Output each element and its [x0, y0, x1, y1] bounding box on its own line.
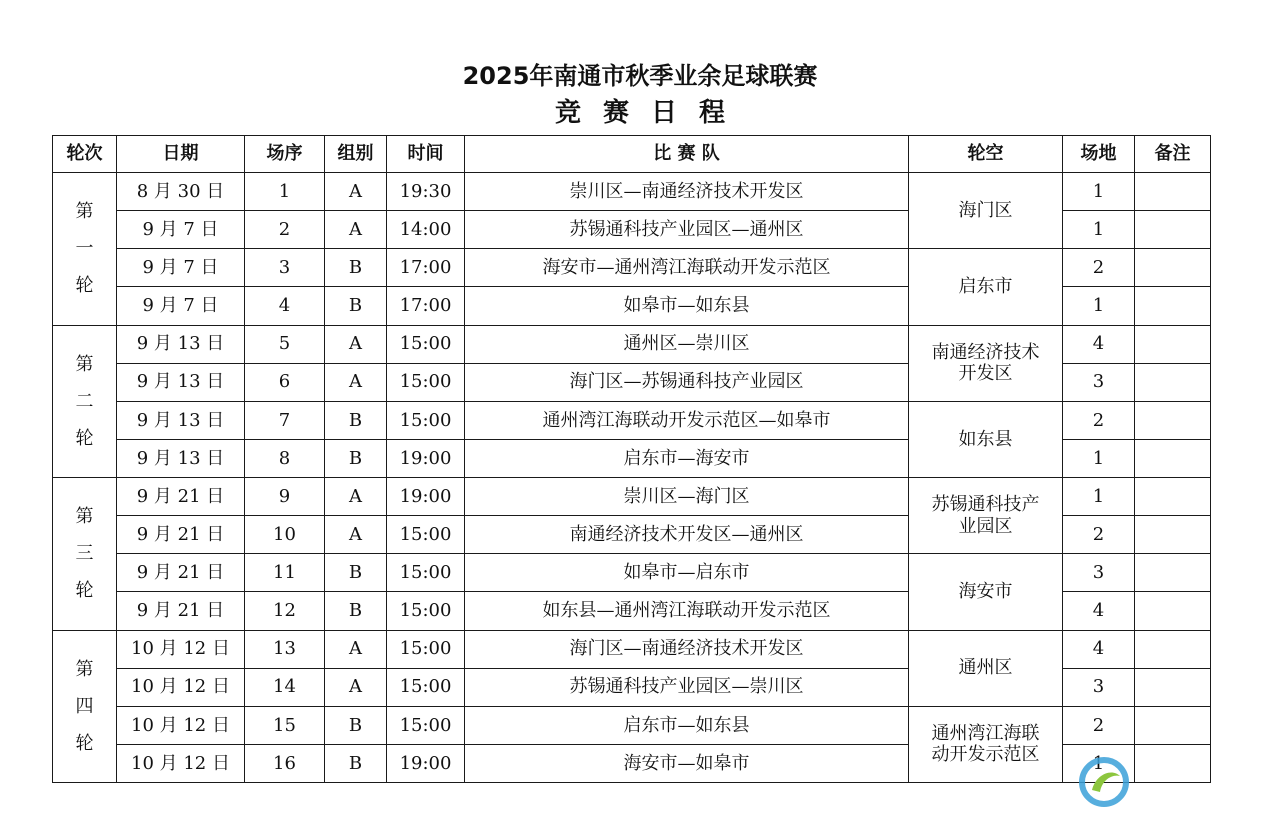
round-label: [53, 173, 117, 326]
header-venue: 场地: [1063, 136, 1135, 173]
header-teams: 比 赛 队: [465, 136, 909, 173]
match-group: B: [325, 592, 387, 630]
match-time: 17:00: [387, 249, 465, 287]
table-row: [53, 325, 1211, 363]
match-date: 10 月 12 日: [117, 706, 245, 744]
match-teams: 海安市—通州湾江海联动开发示范区: [465, 249, 909, 287]
match-note: [1135, 478, 1211, 516]
match-group: A: [325, 211, 387, 249]
match-number: 6: [245, 363, 325, 401]
match-venue: 3: [1063, 363, 1135, 401]
match-venue: 1: [1063, 287, 1135, 325]
match-time: 15:00: [387, 325, 465, 363]
match-group: A: [325, 325, 387, 363]
bye-team: 启东市: [909, 249, 1063, 325]
watermark-logo-icon: [1078, 756, 1130, 808]
match-date: 9 月 7 日: [117, 287, 245, 325]
match-time: 19:00: [387, 439, 465, 477]
match-date: 9 月 13 日: [117, 401, 245, 439]
match-number: 7: [245, 401, 325, 439]
match-teams: 如东县—通州湾江海联动开发示范区: [465, 592, 909, 630]
match-note: [1135, 173, 1211, 211]
match-date: 9 月 7 日: [117, 211, 245, 249]
match-date: 9 月 13 日: [117, 325, 245, 363]
match-time: 15:00: [387, 706, 465, 744]
document-subtitle: 竞赛日程: [554, 98, 747, 128]
match-teams: 通州湾江海联动开发示范区—如皋市: [465, 401, 909, 439]
match-date: 9 月 21 日: [117, 516, 245, 554]
match-group: A: [325, 478, 387, 516]
table-row: [53, 478, 1211, 516]
match-venue: 1: [1063, 439, 1135, 477]
header-group: 组别: [325, 136, 387, 173]
match-number: 12: [245, 592, 325, 630]
match-venue: 3: [1063, 668, 1135, 706]
match-date: 9 月 21 日: [117, 554, 245, 592]
schedule-body: [53, 173, 1211, 783]
match-time: 15:00: [387, 516, 465, 554]
match-group: A: [325, 668, 387, 706]
match-group: B: [325, 287, 387, 325]
match-number: 16: [245, 744, 325, 782]
match-time: 19:00: [387, 744, 465, 782]
match-time: 19:00: [387, 478, 465, 516]
match-note: [1135, 325, 1211, 363]
watermark-swirl: [1092, 772, 1120, 792]
match-venue: 2: [1063, 516, 1135, 554]
match-note: [1135, 439, 1211, 477]
match-venue: 3: [1063, 554, 1135, 592]
match-teams: 启东市—海安市: [465, 439, 909, 477]
match-group: B: [325, 439, 387, 477]
round-label: [53, 478, 117, 631]
match-date: 9 月 21 日: [117, 478, 245, 516]
match-number: 3: [245, 249, 325, 287]
match-teams: 海门区—南通经济技术开发区: [465, 630, 909, 668]
match-number: 10: [245, 516, 325, 554]
match-time: 17:00: [387, 287, 465, 325]
match-time: 15:00: [387, 630, 465, 668]
match-number: 1: [245, 173, 325, 211]
match-teams: 海安市—如皋市: [465, 744, 909, 782]
header-note: 备注: [1135, 136, 1211, 173]
match-venue: 1: [1063, 744, 1135, 782]
schedule-table: [52, 135, 1211, 783]
round-label: [53, 630, 117, 783]
match-date: 9 月 7 日: [117, 249, 245, 287]
match-group: A: [325, 630, 387, 668]
bye-team: 如东县: [909, 401, 1063, 477]
round-label-text: 第二轮: [75, 353, 94, 449]
match-teams: 崇川区—海门区: [465, 478, 909, 516]
match-time: 14:00: [387, 211, 465, 249]
table-row: [53, 630, 1211, 668]
table-row: [53, 401, 1211, 439]
match-note: [1135, 668, 1211, 706]
header-date: 日期: [117, 136, 245, 173]
match-teams: 通州区—崇川区: [465, 325, 909, 363]
match-time: 15:00: [387, 668, 465, 706]
match-number: 11: [245, 554, 325, 592]
table-row: [53, 249, 1211, 287]
match-venue: 2: [1063, 401, 1135, 439]
document-title: 2025年南通市秋季业余足球联赛: [462, 62, 818, 90]
match-teams: 启东市—如东县: [465, 706, 909, 744]
table-row: [53, 706, 1211, 744]
match-venue: 4: [1063, 325, 1135, 363]
match-teams: 崇川区—南通经济技术开发区: [465, 173, 909, 211]
match-group: A: [325, 516, 387, 554]
bye-team: 海安市: [909, 554, 1063, 630]
match-note: [1135, 287, 1211, 325]
header-round: 轮次: [53, 136, 117, 173]
match-note: [1135, 516, 1211, 554]
table-row: [53, 554, 1211, 592]
match-group: B: [325, 706, 387, 744]
header-match-no: 场序: [245, 136, 325, 173]
match-note: [1135, 363, 1211, 401]
match-date: 9 月 13 日: [117, 363, 245, 401]
match-note: [1135, 592, 1211, 630]
match-group: A: [325, 363, 387, 401]
header-time: 时间: [387, 136, 465, 173]
match-venue: 2: [1063, 706, 1135, 744]
bye-team: 南通经济技术 开发区: [909, 325, 1063, 401]
match-date: 10 月 12 日: [117, 630, 245, 668]
match-note: [1135, 211, 1211, 249]
match-note: [1135, 744, 1211, 782]
round-label-text: 第三轮: [75, 506, 94, 602]
match-date: 10 月 12 日: [117, 668, 245, 706]
match-venue: 1: [1063, 173, 1135, 211]
bye-team: 通州区: [909, 630, 1063, 706]
match-date: 8 月 30 日: [117, 173, 245, 211]
match-teams: 苏锡通科技产业园区—通州区: [465, 211, 909, 249]
match-note: [1135, 554, 1211, 592]
match-teams: 如皋市—启东市: [465, 554, 909, 592]
match-date: 9 月 13 日: [117, 439, 245, 477]
table-header-row: [53, 136, 1211, 173]
round-label-text: 第四轮: [75, 658, 94, 754]
match-note: [1135, 706, 1211, 744]
match-group: B: [325, 401, 387, 439]
bye-team: 苏锡通科技产 业园区: [909, 478, 1063, 554]
match-time: 19:30: [387, 173, 465, 211]
match-number: 13: [245, 630, 325, 668]
match-note: [1135, 249, 1211, 287]
match-teams: 海门区—苏锡通科技产业园区: [465, 363, 909, 401]
match-number: 9: [245, 478, 325, 516]
match-time: 15:00: [387, 401, 465, 439]
match-teams: 南通经济技术开发区—通州区: [465, 516, 909, 554]
match-group: B: [325, 554, 387, 592]
match-number: 15: [245, 706, 325, 744]
match-group: B: [325, 744, 387, 782]
match-number: 5: [245, 325, 325, 363]
match-date: 9 月 21 日: [117, 592, 245, 630]
match-venue: 2: [1063, 249, 1135, 287]
match-group: A: [325, 173, 387, 211]
match-time: 15:00: [387, 592, 465, 630]
match-number: 2: [245, 211, 325, 249]
match-number: 4: [245, 287, 325, 325]
bye-team: 海门区: [909, 173, 1063, 249]
match-venue: 1: [1063, 211, 1135, 249]
bye-team: 通州湾江海联 动开发示范区: [909, 706, 1063, 782]
table-row: [53, 173, 1211, 211]
match-number: 8: [245, 439, 325, 477]
header-bye: 轮空: [909, 136, 1063, 173]
round-label: [53, 325, 117, 478]
round-label-text: 第一轮: [75, 201, 94, 297]
match-time: 15:00: [387, 363, 465, 401]
match-number: 14: [245, 668, 325, 706]
match-venue: 1: [1063, 478, 1135, 516]
match-teams: 如皋市—如东县: [465, 287, 909, 325]
match-teams: 苏锡通科技产业园区—崇川区: [465, 668, 909, 706]
match-venue: 4: [1063, 630, 1135, 668]
match-note: [1135, 630, 1211, 668]
match-note: [1135, 401, 1211, 439]
match-time: 15:00: [387, 554, 465, 592]
match-venue: 4: [1063, 592, 1135, 630]
match-group: B: [325, 249, 387, 287]
match-date: 10 月 12 日: [117, 744, 245, 782]
